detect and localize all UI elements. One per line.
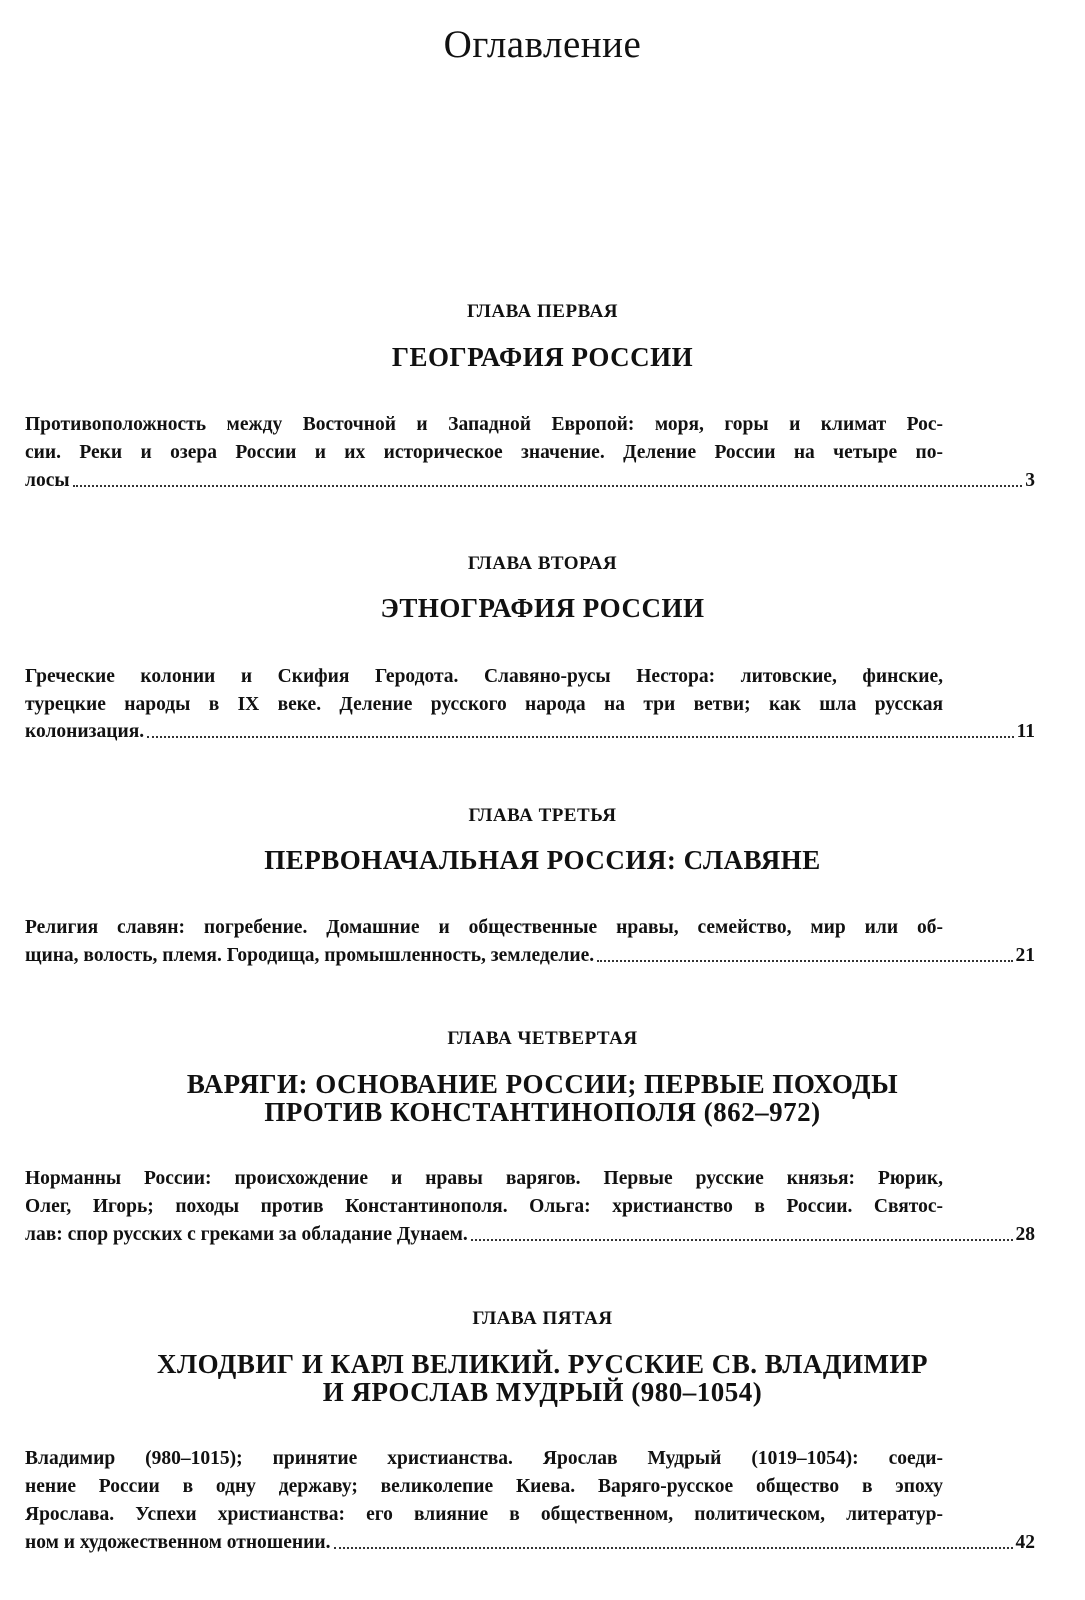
chapter-heading: ПРОТИВ КОНСТАНТИНОПОЛЯ (862–972) [264, 1097, 821, 1127]
dot-leader [471, 1238, 1013, 1241]
chapter-summary-line: щина, волость, племя. Городища, промышленность, земледелие. [25, 945, 595, 966]
chapter-heading: ЭТНОГРАФИЯ РОССИИ [380, 593, 705, 623]
toc-entry-chapter-4[interactable] [25, 1221, 1035, 1248]
chapter-heading: ВАРЯГИ: ОСНОВАНИЕ РОССИИ; ПЕРВЫЕ ПОХОДЫ [186, 1069, 899, 1099]
chapter-summary-line: сии. Реки и озера России и их историческое значение. Деление России на четыре по- [25, 442, 943, 463]
chapter-label: ГЛАВА ТРЕТЬЯ [468, 805, 617, 826]
chapter-summary-line: Противоположность между Восточной и Западной Европой: моря, горы и климат Рос- [25, 414, 943, 435]
chapter-summary-line: Олег, Игорь; походы против Константинополя. Ольга: христианство в России. Святос- [25, 1196, 943, 1217]
chapter-summary-line: лав: спор русских с греками за обладание Дунаем. [25, 1224, 468, 1245]
toc-entry-chapter-2[interactable] [25, 718, 1035, 745]
page-number: 28 [1015, 1224, 1035, 1245]
chapter-summary-line: Владимир (980–1015); принятие христианства. Ярослав Мудрый (1019–1054): соеди- [25, 1448, 943, 1469]
chapter-heading: ПЕРВОНАЧАЛЬНАЯ РОССИЯ: СЛАВЯНЕ [264, 845, 821, 875]
chapter-summary-line: Греческие колонии и Скифия Геродота. Славяно-русы Нестора: литовские, финские, [25, 666, 943, 687]
chapter-summary-line: ном и художественном отношении. [25, 1532, 331, 1553]
chapter-summary-line: колонизация. [25, 721, 145, 742]
toc-entry-chapter-3[interactable] [25, 942, 1035, 969]
toc-entry-chapter-5[interactable] [25, 1529, 1035, 1556]
chapter-label: ГЛАВА ЧЕТВЕРТАЯ [447, 1028, 638, 1049]
chapter-label: ГЛАВА ВТОРАЯ [467, 553, 618, 574]
chapter-summary-line: Норманны России: происхождение и нравы варягов. Первые русские князья: Рюрик, [25, 1168, 943, 1189]
page-number: 42 [1015, 1532, 1035, 1553]
chapter-label: ГЛАВА ПЯТАЯ [472, 1308, 613, 1329]
page-title: Оглавление [443, 23, 642, 66]
dot-leader [147, 735, 1013, 738]
chapter-label: ГЛАВА ПЕРВАЯ [466, 301, 619, 322]
page-number: 3 [1025, 470, 1035, 491]
toc-entry-chapter-1[interactable] [25, 467, 1035, 494]
chapter-summary-line: нение России в одну державу; великолепие Киева. Варяго-русское общество в эпоху [25, 1476, 943, 1497]
dot-leader [73, 484, 1023, 487]
page-number: 11 [1016, 721, 1035, 742]
chapter-heading: ГЕОГРАФИЯ РОССИИ [391, 342, 694, 372]
page-number: 21 [1015, 945, 1035, 966]
chapter-summary-line: турецкие народы в IX веке. Деление русского народа на три ветви; как шла русская [25, 694, 943, 715]
chapter-summary-line: Ярослава. Успехи христианства: его влияние в общественном, политическом, литератур- [25, 1504, 943, 1525]
chapter-heading: И ЯРОСЛАВ МУДРЫЙ (980–1054) [322, 1377, 763, 1407]
chapter-summary-line: лосы [25, 470, 70, 491]
dot-leader [597, 959, 1012, 962]
dot-leader [334, 1546, 1013, 1549]
chapter-summary-line: Религия славян: погребение. Домашние и общественные нравы, семейство, мир или об- [25, 917, 943, 938]
chapter-heading: ХЛОДВИГ И КАРЛ ВЕЛИКИЙ. РУССКИЕ СВ. ВЛАДИМИР [157, 1349, 928, 1379]
